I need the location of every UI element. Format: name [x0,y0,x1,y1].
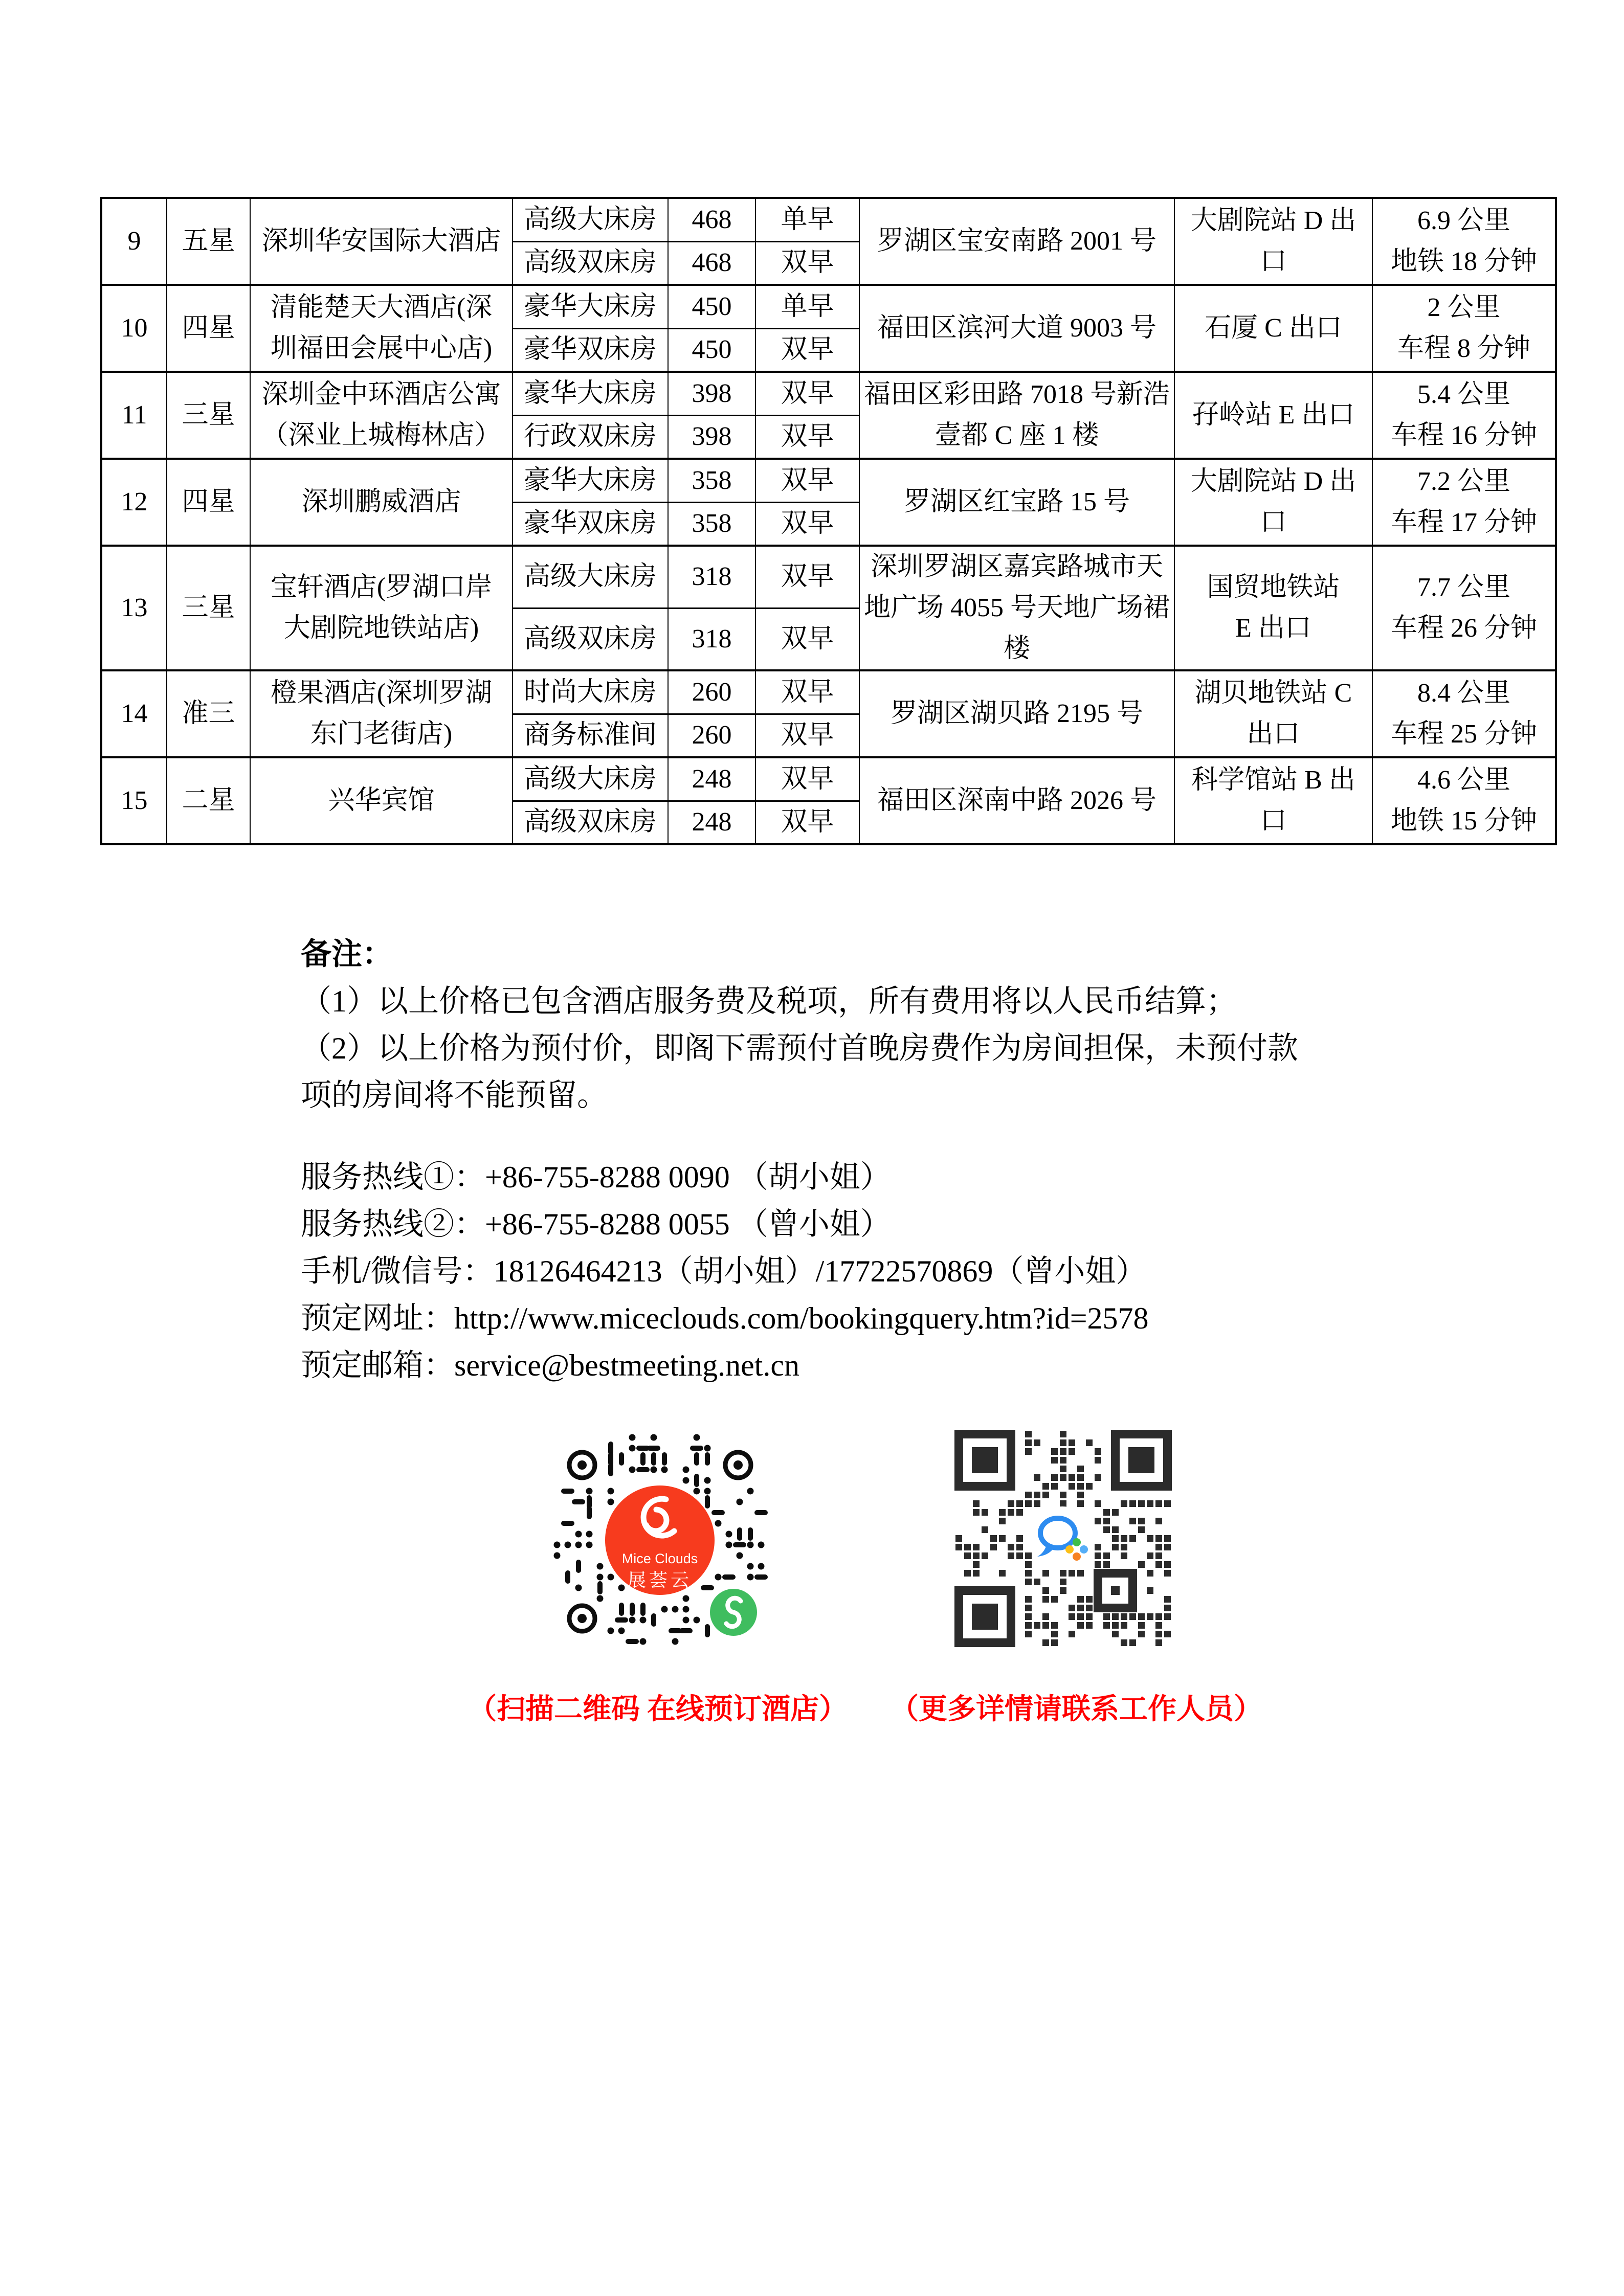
cell-line: 大剧院地铁站店) [283,614,479,643]
cell-price [668,459,755,502]
cell-line: 大剧院站 D 出 [1190,467,1356,496]
cell-line: 高级双床房 [523,248,657,278]
cell-star [167,670,250,757]
cell-room-type [513,328,668,372]
cell-hotel-name [250,459,513,546]
cell-line: 高级双床房 [523,807,657,837]
cell-hotel-name [250,285,513,372]
cell-address [859,546,1174,670]
cell-no [101,670,167,757]
cell-room-type [513,372,668,415]
cell-line: 四星 [182,487,235,516]
booking-url-line: 预定网址：http://www.miceclouds.com/bookingquery.htm?id=2578 [301,1301,1149,1335]
cell-line: 高级大床房 [523,205,657,234]
cell-line: 车程 25 分钟 [1390,719,1537,749]
cell-room-type [513,670,668,714]
cell-line: 车程 26 分钟 [1390,614,1537,643]
cell-price [668,198,755,241]
cell-breakfast [755,328,859,372]
cell-line: 大剧院站 D 出 [1190,206,1356,235]
cell-address [859,285,1174,372]
qr-caption-scan-book: （扫描二维码 在线预订酒店） [468,1694,848,1725]
cell-line: 四星 [182,313,235,343]
cell-breakfast [755,670,859,714]
notes-title: 备注： [301,937,393,971]
cell-line: 高级大床房 [523,764,657,794]
cell-room-type [513,415,668,459]
cell-line: 地铁 15 分钟 [1390,806,1537,836]
cell-line: 2 公里 [1427,293,1501,322]
cell-hotel-name [250,372,513,459]
hotline-2: 服务热线②：+86-755-8288 0055 （曾小姐） [301,1207,891,1241]
cell-no [101,459,167,546]
cell-line: 橙果酒店(深圳罗湖 [270,679,493,708]
note-line-3: 项的房间将不能预留。 [301,1078,608,1112]
cell-star [167,757,250,844]
cell-line: 楼 [1003,634,1030,663]
notes-section [301,931,1298,1119]
cell-room-type [513,546,668,608]
cell-line: 行政双床房 [523,422,657,452]
cell-line: 高级大床房 [523,562,657,592]
note-line-2: （2）以上价格为预付价，即阁下需预付首晚房费作为房间担保，未预付款 [301,1031,1298,1065]
cell-line: 398 [692,378,732,408]
cell-distance [1372,670,1556,757]
cell-line: 双早 [781,465,834,495]
cell-line: 豪华双床房 [523,335,657,365]
cell-breakfast [755,459,859,502]
cell-line: 双早 [781,721,834,750]
cell-price [668,546,755,608]
cell-line: 地铁 18 分钟 [1390,247,1537,276]
cell-star [167,459,250,546]
cell-line: 7.7 公里 [1417,573,1510,602]
cell-hotel-name [250,670,513,757]
cell-line: 车程 16 分钟 [1390,421,1537,450]
table-row [101,546,1556,608]
cell-metro-exit [1174,198,1372,285]
cell-line: 口 [1260,247,1287,276]
cell-line: 11 [121,400,147,430]
cell-room-type [513,757,668,801]
cell-price [668,415,755,459]
cell-line: 双早 [781,378,834,408]
cell-address [859,757,1174,844]
cell-price [668,285,755,328]
cell-line: 260 [692,721,732,750]
cell-breakfast [755,198,859,241]
cell-breakfast [755,546,859,608]
cell-room-type [513,608,668,670]
cell-price [668,714,755,757]
cell-line: 石厦 C 出口 [1205,313,1342,343]
cell-star [167,198,250,285]
cell-line: 双早 [781,509,834,538]
cell-line: 358 [692,509,732,538]
cell-distance [1372,198,1556,285]
cell-price [668,372,755,415]
cell-breakfast [755,608,859,670]
cell-line: 468 [692,205,732,234]
cell-line: 福田区彩田路 7018 号新浩 [863,380,1170,409]
cell-breakfast [755,502,859,546]
table-row [101,670,1556,714]
cell-price [668,757,755,801]
cell-room-type [513,285,668,328]
cell-line: 6.9 公里 [1417,206,1510,235]
cell-line: 二星 [182,786,235,815]
cell-price [668,502,755,546]
cell-line: 口 [1260,806,1287,836]
cell-breakfast [755,241,859,285]
cell-line: 科学馆站 B 出 [1191,766,1355,795]
cell-star [167,285,250,372]
cell-line: 单早 [781,291,834,321]
cell-address [859,459,1174,546]
mobile-wechat-line: 手机/微信号：18126464213（胡小姐）/17722570869（曾小姐） [301,1254,1147,1288]
cell-line: 9 [127,227,141,256]
cell-line: 260 [692,677,732,707]
cell-line: 358 [692,465,732,495]
cell-line: 圳福田会展中心店) [270,334,493,363]
cell-breakfast [755,415,859,459]
table-row [101,372,1556,415]
cell-room-type [513,198,668,241]
cell-line: E 出口 [1235,614,1311,643]
cell-line: 车程 17 分钟 [1390,508,1537,537]
cell-line: 450 [692,335,732,365]
hotel-table-body [101,198,1556,844]
cell-line: 深圳金中环酒店公寓 [261,380,501,409]
cell-line: 双早 [781,562,834,592]
cell-line: 福田区深南中路 2026 号 [877,786,1156,815]
cell-line: 宝轩酒店(罗湖口岸 [270,573,493,602]
cell-price [668,328,755,372]
cell-distance [1372,285,1556,372]
cell-line: 双早 [781,248,834,278]
cell-distance [1372,546,1556,670]
cell-line: 福田区滨河大道 9003 号 [877,313,1156,343]
cell-room-type [513,459,668,502]
cell-breakfast [755,801,859,844]
cell-line: 15 [121,786,148,815]
cell-line: 468 [692,248,732,278]
cell-price [668,241,755,285]
cell-line: 三星 [182,400,235,430]
note-line-1: （1）以上价格已包含酒店服务费及税项，所有费用将以人民币结算； [301,984,1237,1018]
cell-line: 壹都 C 座 1 楼 [935,421,1099,450]
cell-line: 口 [1260,508,1287,537]
cell-line: 豪华大床房 [523,291,657,321]
wecom-qr-svg [952,1428,1172,1648]
cell-line: 14 [121,699,148,728]
cell-hotel-name [250,198,513,285]
cell-room-type [513,241,668,285]
cell-line: 准三 [182,699,235,728]
cell-line: 高级双床房 [523,624,657,654]
cell-no [101,757,167,844]
cell-address [859,670,1174,757]
cell-line: 罗湖区红宝路 15 号 [903,487,1130,516]
cell-line: 三星 [182,593,235,622]
cell-line: 商务标准间 [523,721,657,750]
cell-line: 清能楚天大酒店(深 [270,293,493,322]
cell-metro-exit [1174,757,1372,844]
cell-line: 4.6 公里 [1417,766,1510,795]
cell-metro-exit [1174,670,1372,757]
hotline-1: 服务热线①：+86-755-8288 0090 （胡小姐） [301,1160,891,1194]
cell-metro-exit [1174,372,1372,459]
cell-hotel-name [250,757,513,844]
cell-star [167,372,250,459]
cell-line: 东门老街店) [310,719,453,749]
cell-star [167,546,250,670]
cell-line: 罗湖区湖贝路 2195 号 [890,699,1143,728]
cell-no [101,372,167,459]
cell-line: 318 [692,562,732,592]
table-row [101,757,1556,801]
cell-line: 深圳鹏威酒店 [301,487,461,516]
cell-address [859,372,1174,459]
cell-line: 五星 [182,227,235,256]
cell-metro-exit [1174,459,1372,546]
cell-line: 国贸地铁站 [1207,573,1340,602]
cell-line: 湖贝地铁站 C [1194,679,1352,708]
cell-room-type [513,714,668,757]
cell-line: 豪华大床房 [523,378,657,408]
cell-line: 5.4 公里 [1417,380,1510,409]
cell-line: 时尚大床房 [523,677,657,707]
cell-line: 450 [692,291,732,321]
cell-line: 孖岭站 E 出口 [1192,400,1355,430]
cell-room-type [513,502,668,546]
cell-line: （深业上城梅林店） [261,421,501,450]
mini-program-qr-svg [541,1422,779,1659]
cell-breakfast [755,285,859,328]
cell-no [101,546,167,670]
miceclouds-mini-program-qr-code [541,1422,779,1659]
cell-line: 单早 [781,205,834,234]
table-row [101,285,1556,328]
mice-clouds-logo-title: Mice Clouds [621,1551,698,1566]
cell-line: 双早 [781,807,834,837]
cell-line: 13 [121,593,148,622]
cell-line: 兴华宾馆 [328,786,435,815]
cell-line: 10 [121,313,148,343]
cell-distance [1372,459,1556,546]
cell-line: 318 [692,624,732,654]
table-row [101,459,1556,502]
cell-line: 12 [121,487,148,516]
cell-line: 248 [692,807,732,837]
cell-price [668,801,755,844]
cell-line: 8.4 公里 [1417,679,1510,708]
table-row [101,198,1556,241]
hotel-price-table [100,197,1557,845]
cell-line: 双早 [781,624,834,654]
cell-line: 248 [692,764,732,794]
mice-clouds-logo-subtitle: 展荟云 [627,1569,693,1590]
booking-email-line: 预定邮箱：service@bestmeeting.net.cn [301,1348,799,1382]
cell-distance [1372,757,1556,844]
cell-line: 双早 [781,764,834,794]
cell-line: 398 [692,422,732,452]
cell-no [101,198,167,285]
cell-line: 车程 8 分钟 [1397,334,1530,363]
cell-line: 深圳华安国际大酒店 [261,227,501,256]
cell-line: 双早 [781,335,834,365]
cell-line: 7.2 公里 [1417,467,1510,496]
cell-hotel-name [250,546,513,670]
cell-room-type [513,801,668,844]
cell-line: 双早 [781,677,834,707]
cell-breakfast [755,757,859,801]
cell-line: 豪华双床房 [523,509,657,538]
cell-no [101,285,167,372]
cell-line: 地广场 4055 号天地广场裙 [863,593,1170,622]
cell-metro-exit [1174,546,1372,670]
cell-breakfast [755,372,859,415]
cell-metro-exit [1174,285,1372,372]
cell-distance [1372,372,1556,459]
cell-line: 出口 [1247,719,1300,749]
cell-breakfast [755,714,859,757]
cell-price [668,608,755,670]
wecom-contact-qr-code [952,1428,1172,1648]
qr-caption-contact-staff: （更多详情请联系工作人员） [890,1694,1262,1725]
cell-address [859,198,1174,285]
cell-price [668,670,755,714]
cell-line: 豪华大床房 [523,465,657,495]
cell-line: 双早 [781,422,834,452]
cell-line: 深圳罗湖区嘉宾路城市天 [870,552,1163,581]
cell-line: 罗湖区宝安南路 2001 号 [877,227,1156,256]
contact-section [301,1154,1149,1389]
